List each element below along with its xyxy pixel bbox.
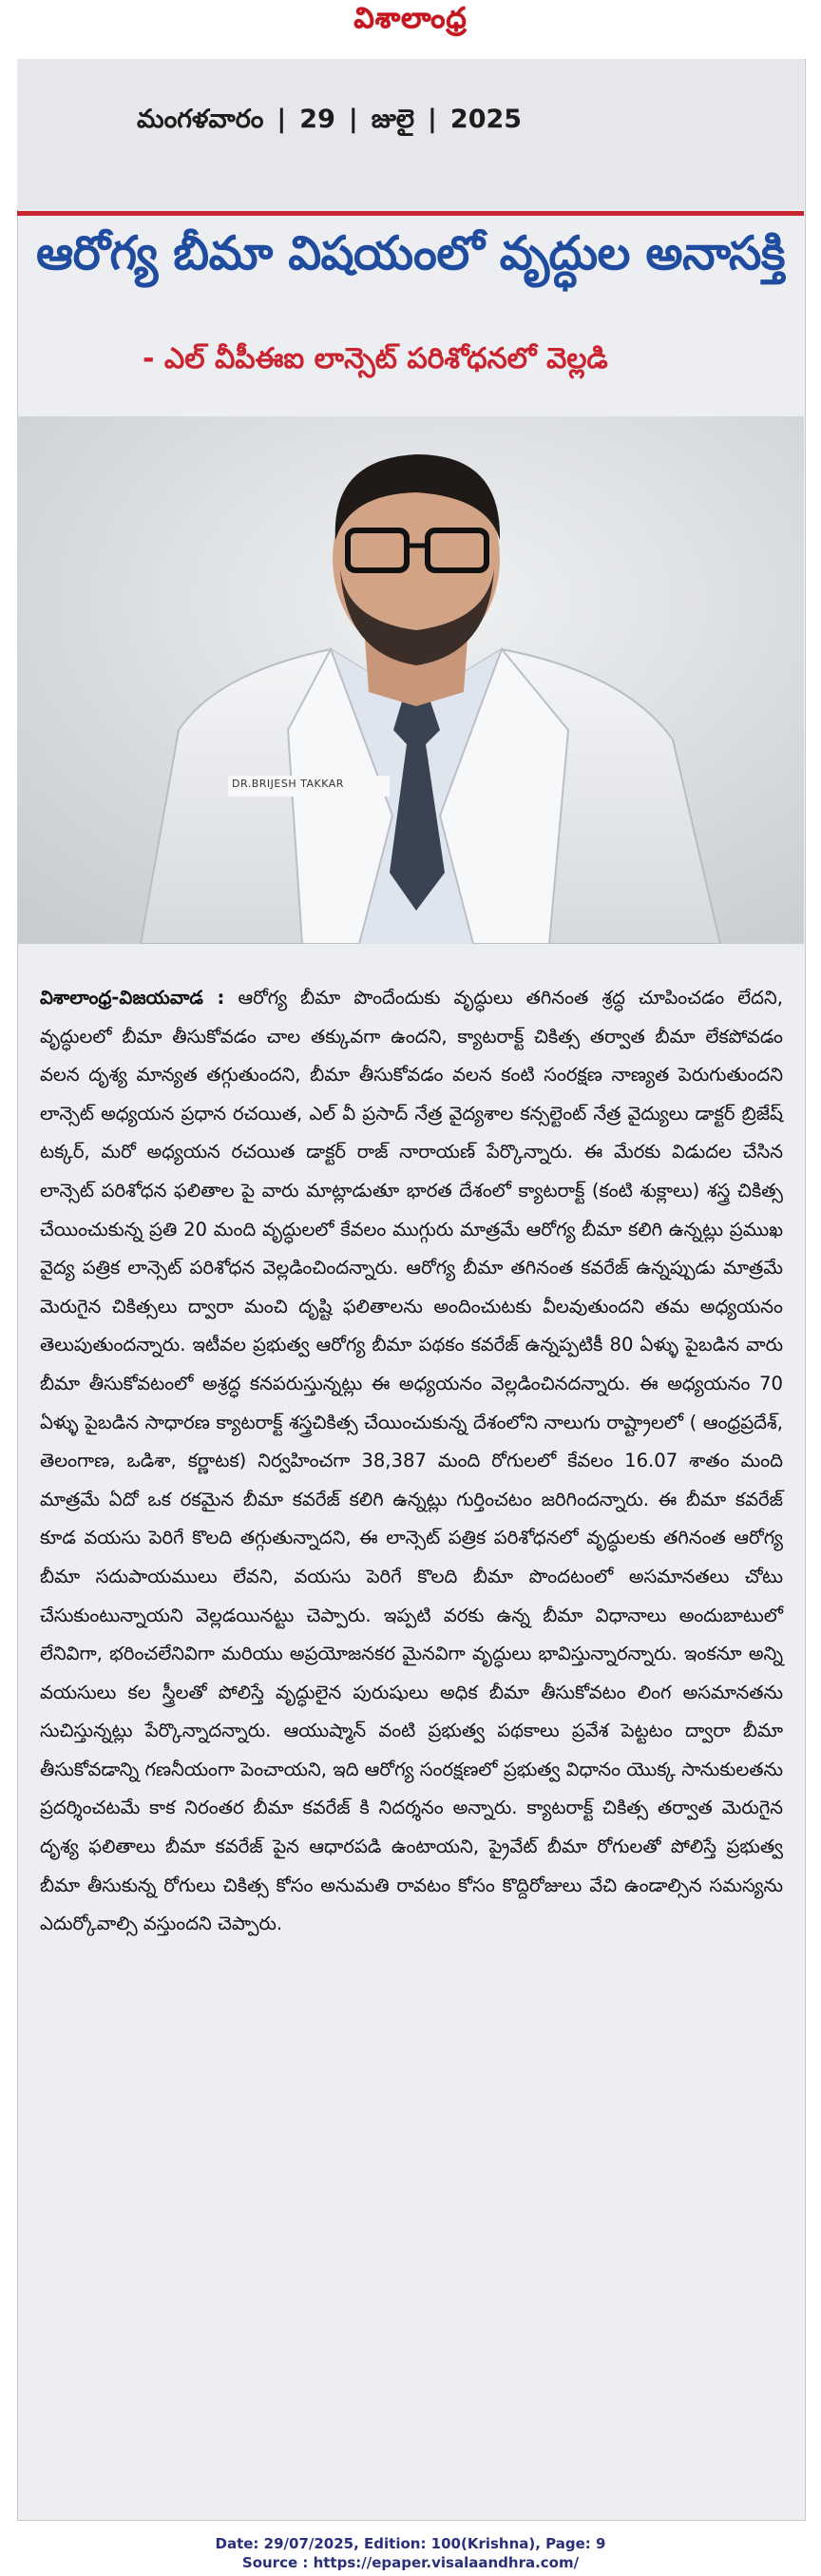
article-dateline: విశాలాంధ్ర-విజయవాడ : — [40, 987, 225, 1009]
red-divider — [17, 211, 804, 216]
dateline-day: 29 — [299, 105, 335, 134]
subheadline: - ఎల్ వీపీఈఐ లాన్సెట్ పరిశోధనలో వెల్లడి — [143, 342, 608, 375]
dateline-month: జులై — [371, 105, 415, 134]
dateline-separator: | — [277, 105, 287, 134]
article-text: ఆరోగ్య బీమా పొందేందుకు వృద్ధులు తగినంత శ్రద్ధ చూపించడం లేదని, వృద్ధులలో బీమా తీసుకోవడం చాల తక్కువగా ఉందని, క్యాటరాక్ట్ చికిత్స తర్వాత బీమా లేకపోవడం వలన దృశ్య మాన్యత తగ్గుతుందని, బీమా తీసుకోవడం వలన కంటి సంరక్షణ నాణ్యత పెరుగుతుందని లాన్సెట్ అధ్యయన ప్రధాన రచయిత, ఎల్ వీ ప్రసాద్ నేత్ర వైద్యశాల కన్సల్టెంట్ నేత్ర వైద్యులు డాక్టర్ బ్రిజేష్ టక్కర్, మరో అధ్యయన రచయిత డాక్టర్ రాజ్ నారాయణ్ పేర్కొన్నారు. ఈ మేరకు విడుదల చేసిన లాన్సెట్ పరిశోధన ఫలితాల పై వారు మాట్లాడుతూ భారత దేశంలో క్యాటరాక్ట్ (కంటి శుక్లాలు) శస్త్ర చికిత్స చేయించుకున్న ప్రతి 20 మంది వృద్ధులలో కేవలం ముగ్గురు మాత్రమే ఆరోగ్య బీమా కలిగి ఉన్నట్లు ప్రముఖ వైద్య పత్రిక లాన్సెట్ పరిశోధన వెల్లడించిందన్నారు. ఆరోగ్య బీమా తగినంత కవరేజ్ ఉన్నప్పుడు మాత్రమే మెరుగైన చికిత్సలు ద్వారా మంచి దృష్టి ఫలితాలను అందించుటకు వీలవుతుందని తమ అధ్యయనం తెలుపుతుందన్నారు. ఇటీవల ప్రభుత్వ ఆరోగ్య బీమా పథకం కవరేజ్ ఉన్నప్పటికీ 80 ఏళ్ళు పైబడిన వారు బీమా తీసుకోవటంలో అశ్రద్ధ కనపరుస్తున్నట్లు ఈ అధ్యయనం వెల్లడించినదన్నారు. ఈ అధ్యయనం 70 ఏళ్ళు పైబడిన సాధారణ క్యాటరాక్ట్ శస్త్రచికిత్స చేయించుకున్న దేశంలోని నాలుగు రాష్ట్రాలలో ( ఆంధ్రప్రదేశ్, తెలంగాణ, ఒడిశా, కర్ణాటక) నిర్వహించగా 38,387 మంది రోగులలో కేవలం 16.07 శాతం మంది మాత్రమే ఏదో ఒక రకమైన బీమా కవరేజ్ కలిగి ఉన్నట్లు గుర్తించటం జరిగిందన్నారు. ఈ బీమా కవరేజ్ కూడ వయసు పెరిగే కొలది తగ్గుతున్నాదని, ఈ లాన్సెట్ పత్రిక పరిశోధనలో వృద్ధులకు తగినంత ఆరోగ్య బీమా సదుపాయములు లేవని, వయసు పెరిగే కొలది బీమా పొందటంలో అసమానతలు చోటు చేసుకుంటున్నాయని వెల్లడయినట్టు చెప్పారు. ఇప్పటి వరకు ఉన్న బీమా విధానాలు అందుబాటులో లేనివిగా, భరించలేనివిగా మరియు అప్రయోజనకర మైనవిగా వృద్ధులు భావిస్తున్నారన్నారు. ఇంకనూ అన్ని వయసులు కల స్త్రీలతో పోలిస్తే వృద్ధులైన పురుషులు అధిక బీమా తీసుకోవటం లింగ అసమానతను సుచిస్తున్నట్లు పేర్కొన్నాదన్నారు. ఆయుష్మాన్ వంటి ప్రభుత్వ పథకాలు ప్రవేశ పెట్టటం ద్వారా బీమా తీసుకోవడాన్ని గణనీయంగా పెంచాయని, ఇది ఆరోగ్య సంరక్షణలో ప్రభుత్వ విధానం యొక్క సానుకులతను ప్రదర్శించటమే కాక నిరంతర బీమా కవరేజ్ కి నిదర్శనం అన్నారు. క్యాటరాక్ట్ చికిత్స తర్వాత మెరుగైన దృశ్య ఫలితాలు బీమా కవరేజ్ పైన ఆధారపడి ఉంటాయని, ప్రైవేట్ బీమా రోగులతో పోలిస్తే ప్రభుత్వ బీమా తీసుకున్న రోగులు చికిత్స కోసం అనుమతి రావటం కోసం కొద్దిరోజులు వేచి ఉండాల్సిన సమస్యను ఎదుర్కోవాల్సి వస్తుందని చెప్పారు. — [40, 987, 784, 1935]
dateline-separator: | — [428, 105, 437, 134]
doctor-photo — [17, 416, 804, 944]
dateline-year: 2025 — [449, 105, 523, 134]
dateline-weekday: మంగళవారం — [137, 105, 264, 134]
article-body — [40, 979, 783, 1944]
footer-date-edition: Date: 29/07/2025, Edition: 100(Krishna), Page: 9 — [215, 2535, 606, 2552]
dateline-separator: | — [348, 105, 358, 134]
footer-source[interactable]: Source : https://epaper.visalaandhra.com/ — [241, 2554, 580, 2571]
clipping-footer — [0, 2534, 821, 2572]
dateline — [137, 105, 522, 141]
coat-badge-text: DR.BRIJESH TAKKAR — [232, 778, 344, 790]
headline: ఆరోగ్య బీమా విషయంలో వృద్ధుల అనాసక్తి — [36, 226, 785, 280]
masthead-logo[interactable]: విశాలాంధ్ర — [353, 2, 468, 35]
doctor-portrait-illustration — [17, 416, 804, 944]
masthead — [0, 0, 821, 46]
